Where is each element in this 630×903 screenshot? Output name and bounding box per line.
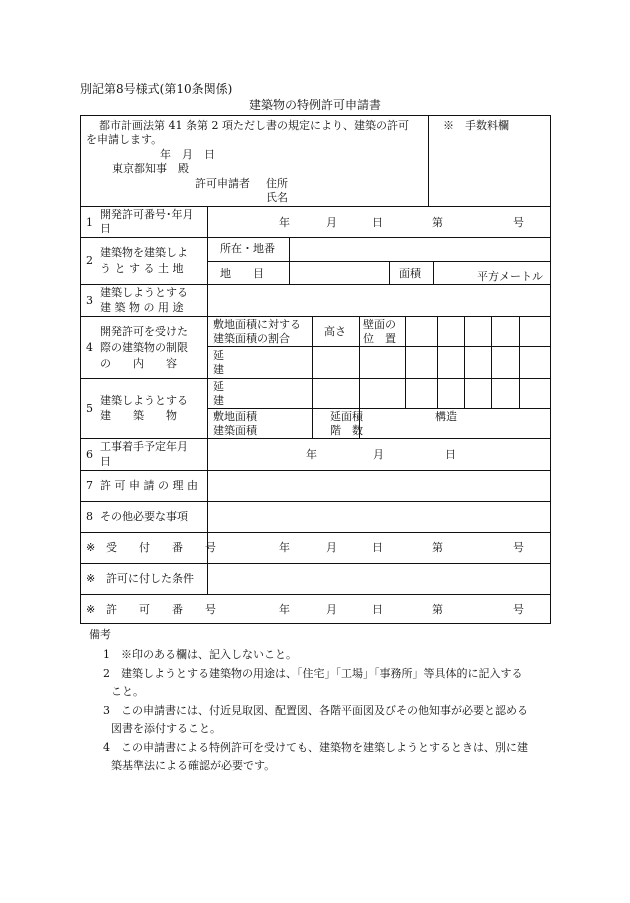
floors-label: 階 数 xyxy=(330,424,363,437)
fee-label: ※ 手数料欄 xyxy=(443,119,509,132)
note-4-line2: 築基準法による確認が必要です。 xyxy=(111,759,276,772)
row9-go: 号 xyxy=(513,541,524,554)
row11-day: 日 xyxy=(372,603,383,616)
row6-number: 6 xyxy=(86,448,93,461)
land-category-label: 地 目 xyxy=(220,267,264,280)
notes-heading: 備考 xyxy=(89,628,111,641)
row10-label: 許可に付した条件 xyxy=(106,572,194,585)
intro-day: 日 xyxy=(204,148,215,161)
form-title: 建築物の特例許可申請書 xyxy=(249,98,382,112)
note-4-line1: 4 この申請書による特例許可を受けても、建築物を建築しようとするときは、別に建 xyxy=(103,741,528,754)
intro-line-1: 都市計画法第 41 条第 2 項ただし書の規定により、建築の許可 xyxy=(99,119,409,132)
intro-month: 月 xyxy=(182,148,193,161)
row11-month: 月 xyxy=(326,603,337,616)
row1-label-line2: 日 xyxy=(100,222,111,235)
row11-dai: 第 xyxy=(432,603,443,616)
row10-mark: ※ xyxy=(86,572,96,585)
coverage-ratio-line2: 建築面積の割合 xyxy=(213,332,290,345)
row4-ken: 建 xyxy=(213,363,224,376)
row11-year: 年 xyxy=(279,603,290,616)
row4-label-line3: の 内 容 xyxy=(100,357,177,370)
intro-line-2: を申請します。 xyxy=(86,133,163,146)
row2-label-line1: 建築物を建築しよ xyxy=(100,246,188,259)
row1-go: 号 xyxy=(513,216,524,229)
row1-month: 月 xyxy=(326,216,337,229)
row7-label: 許 可 申 請 の 理 由 xyxy=(100,479,198,492)
row5-label-line2: 建 築 物 xyxy=(100,409,177,422)
structure-label: 構造 xyxy=(435,410,457,423)
row3-label-line1: 建築しようとする xyxy=(100,286,188,299)
row5-ken: 建 xyxy=(213,394,224,407)
row1-number: 1 xyxy=(86,216,93,229)
name-label: 氏名 xyxy=(266,191,288,204)
row9-day: 日 xyxy=(372,541,383,554)
location-label: 所在・地番 xyxy=(220,242,275,255)
row9-month: 月 xyxy=(326,541,337,554)
row4-number: 4 xyxy=(86,341,93,354)
row2-label-line2: う と す る 土 地 xyxy=(100,262,184,275)
row4-label-line2: 際の建築物の制限 xyxy=(100,341,188,354)
row3-number: 3 xyxy=(86,294,93,307)
row9-dai: 第 xyxy=(432,541,443,554)
row9-mark: ※ xyxy=(86,541,96,554)
row2-number: 2 xyxy=(86,254,93,267)
site-area-label: 敷地面積 xyxy=(213,410,257,423)
addressee: 東京都知事 殿 xyxy=(112,162,189,175)
area-unit: 平方メートル xyxy=(477,270,543,283)
row8-label: その他必要な事項 xyxy=(100,510,188,523)
row7-number: 7 xyxy=(86,479,93,492)
row4-label-line1: 開発許可を受けた xyxy=(100,325,188,338)
row5-number: 5 xyxy=(86,402,93,415)
row6-year: 年 xyxy=(306,448,317,461)
row1-year: 年 xyxy=(279,216,290,229)
row6-label-line2: 日 xyxy=(100,455,111,468)
applicant-label: 許可申請者 xyxy=(195,177,250,190)
coverage-ratio-line1: 敷地面積に対する xyxy=(213,318,301,331)
row6-day: 日 xyxy=(445,448,456,461)
row11-mark: ※ xyxy=(86,603,96,616)
row5-nobe: 延 xyxy=(213,380,224,393)
wall-position-line1: 壁面の xyxy=(363,318,396,331)
address-label: 住所 xyxy=(266,177,288,190)
row5-label-line1: 建築しようとする xyxy=(100,394,188,407)
intro-year: 年 xyxy=(160,148,171,161)
row1-day: 日 xyxy=(372,216,383,229)
row6-label-line1: 工事着手予定年月 xyxy=(100,440,188,453)
row11-go: 号 xyxy=(513,603,524,616)
form-reference: 別記第8号様式(第10条関係) xyxy=(80,82,233,96)
area-label: 面積 xyxy=(399,267,421,280)
row3-label-line2: 建 築 物 の 用 途 xyxy=(100,301,184,314)
row6-month: 月 xyxy=(373,448,384,461)
row9-label: 受 付 番 号 xyxy=(106,541,216,554)
row4-nobe: 延 xyxy=(213,349,224,362)
total-floor-area-label: 延面積 xyxy=(330,410,363,423)
row1-label-line1: 開発許可番号･年月 xyxy=(100,208,194,221)
row11-label: 許 可 番 号 xyxy=(106,603,216,616)
row1-dai: 第 xyxy=(432,216,443,229)
height-label: 高さ xyxy=(324,325,346,338)
note-1: 1 ※印のある欄は、記入しないこと。 xyxy=(103,648,297,661)
note-2-line1: 2 建築しようとする建築物の用途は、「住宅」「工場」「事務所」等具体的に記入する xyxy=(103,667,523,680)
note-2-line2: こと。 xyxy=(111,685,144,698)
row9-year: 年 xyxy=(279,541,290,554)
note-3-line1: 3 この申請書には、付近見取図、配置図、各階平面図及びその他知事が必要と認める xyxy=(103,704,528,717)
row8-number: 8 xyxy=(86,510,93,523)
wall-position-line2: 位 置 xyxy=(363,332,396,345)
note-3-line2: 図書を添付すること。 xyxy=(111,722,221,735)
building-area-label: 建築面積 xyxy=(213,424,257,437)
